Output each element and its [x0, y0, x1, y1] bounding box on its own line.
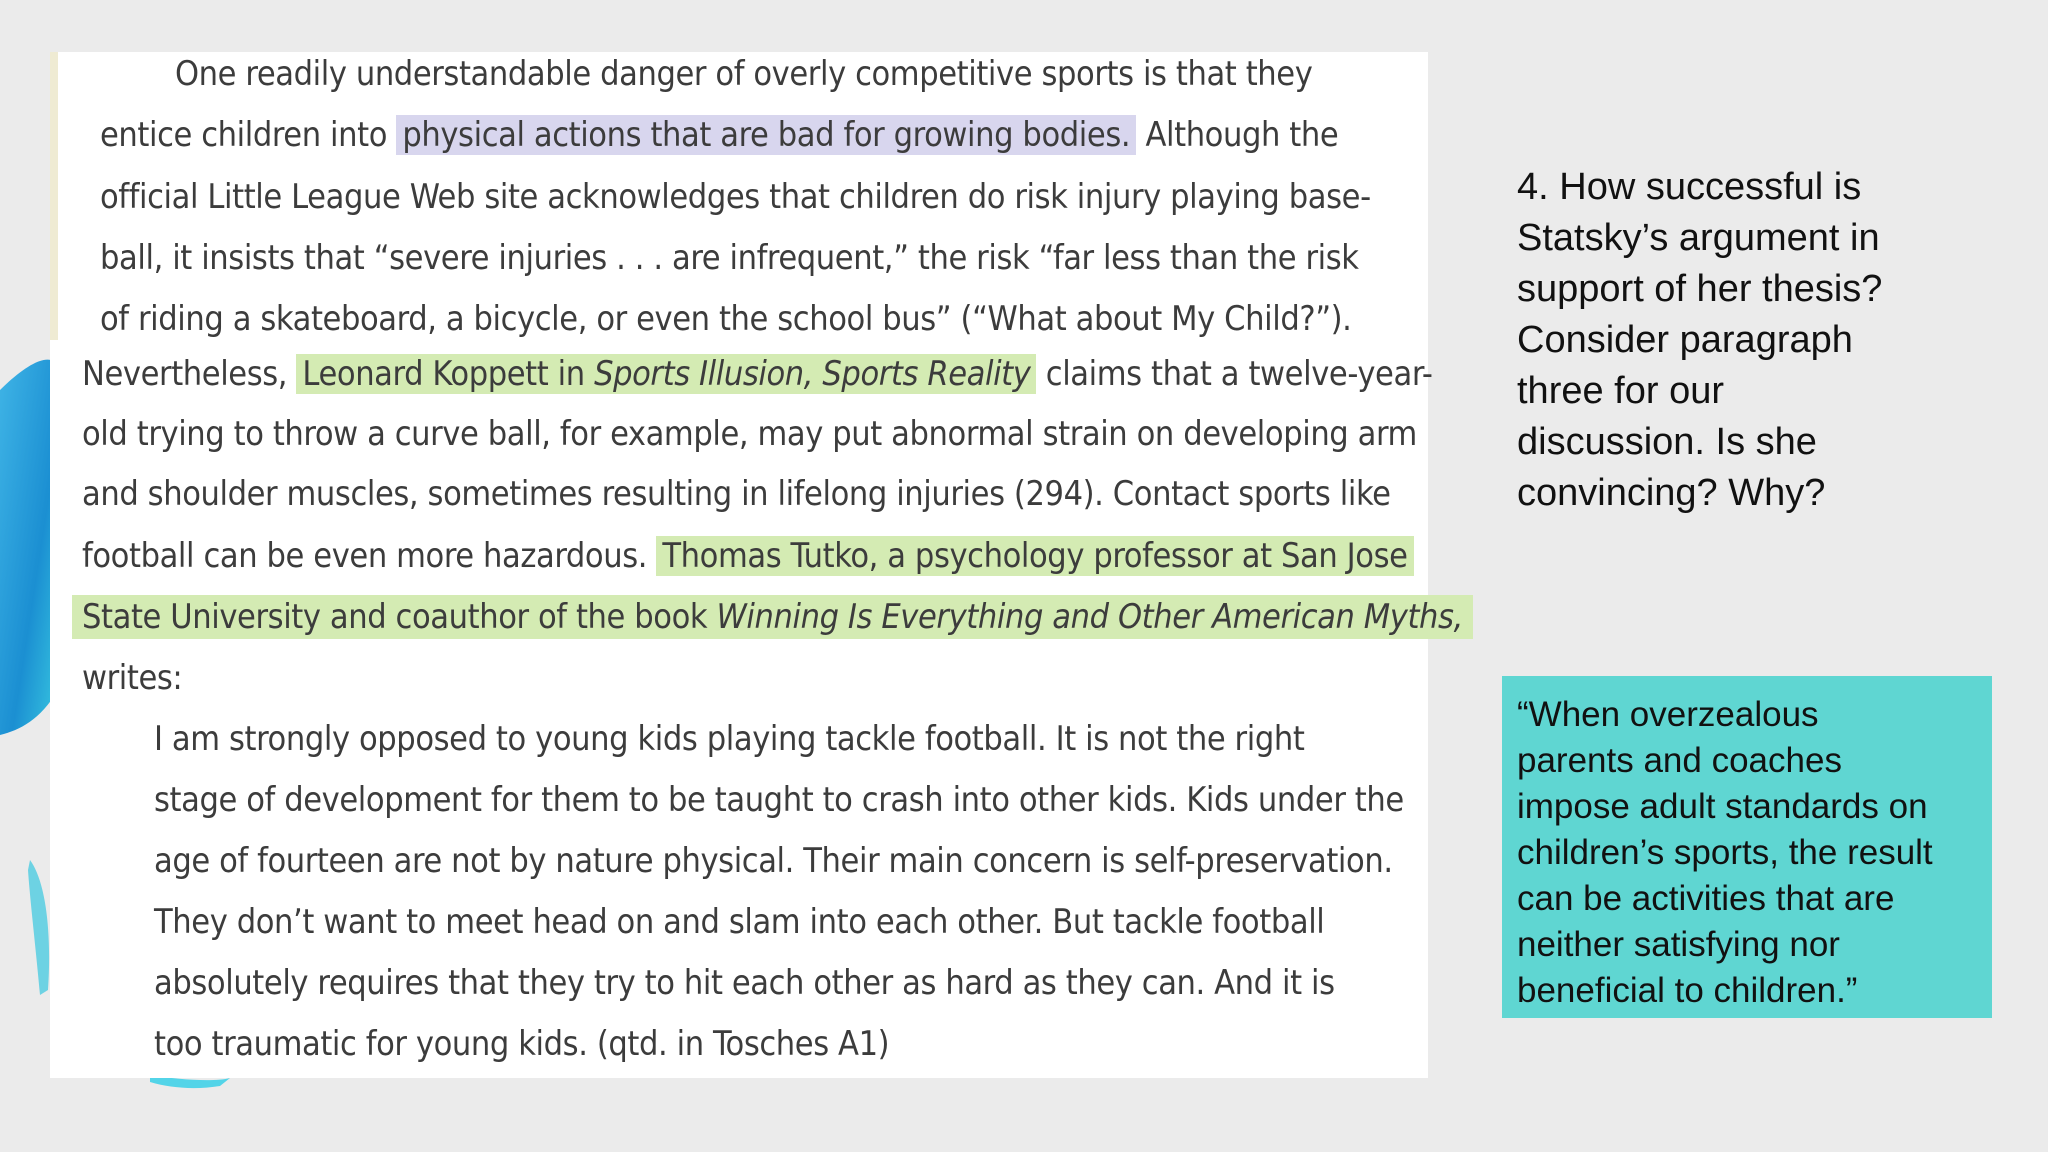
excerpt-text: Although the — [1136, 115, 1339, 155]
excerpt-line — [100, 297, 1351, 341]
excerpt-line — [100, 236, 1359, 280]
excerpt-line — [100, 175, 1371, 219]
excerpt-text: and shoulder muscles, sometimes resulting in lifelong injuries (294). Contact sports like — [82, 474, 1391, 514]
excerpt-text: old trying to throw a curve ball, for example, may put abnormal strain on developing arm — [82, 414, 1417, 454]
block-quote-line — [154, 1022, 889, 1066]
quote-line: can be activities that are — [1517, 879, 1895, 918]
green-highlight: State University and coauthor of the book Winning Is Everything and Other American Myths, — [72, 595, 1473, 639]
excerpt-text: They don’t want to meet head on and slam into each other. But tackle football — [154, 902, 1325, 942]
excerpt-text: claims that a twelve-year- — [1036, 354, 1433, 394]
question-line: 4. How successful is — [1517, 166, 1862, 208]
excerpt-line — [82, 412, 1417, 456]
excerpt-line — [82, 534, 1414, 578]
quote-line: neither satisfying nor — [1517, 925, 1840, 964]
block-quote-line — [154, 839, 1393, 883]
excerpt-line — [175, 52, 1312, 96]
question-line: Statsky’s argument in — [1517, 217, 1880, 259]
excerpt-text: entice children into — [100, 115, 397, 155]
question-line: support of her thesis? — [1517, 268, 1883, 310]
quote-line: children’s sports, the result — [1517, 833, 1933, 872]
question-line: Consider paragraph — [1517, 319, 1853, 361]
discussion-question — [1517, 162, 1987, 519]
question-line: discussion. Is she — [1517, 421, 1817, 463]
green-highlight: Thomas Tutko, a psychology professor at San Jose — [656, 536, 1413, 576]
block-quote-line — [154, 900, 1324, 944]
block-quote-line — [154, 778, 1404, 822]
block-quote-line — [154, 717, 1304, 761]
excerpt-line — [82, 472, 1391, 516]
excerpt-text: Nevertheless, — [82, 354, 297, 394]
excerpt-line — [82, 352, 1432, 396]
question-line: convincing? Why? — [1517, 472, 1826, 514]
excerpt-text: age of fourteen are not by nature physical. Their main concern is self-preservation. — [154, 841, 1393, 881]
excerpt-text: football can be even more hazardous. — [82, 536, 657, 576]
question-line: three for our — [1517, 370, 1724, 412]
excerpt-text: One readily understandable danger of overly competitive sports is that they — [175, 54, 1313, 94]
excerpt-text: of riding a skateboard, a bicycle, or even the school bus” (“What about My Child?”). — [100, 299, 1352, 339]
excerpt-text: too traumatic for young kids. (qtd. in Tosches A1) — [154, 1024, 890, 1064]
purple-highlight: physical actions that are bad for growing bodies. — [396, 115, 1136, 155]
excerpt-text: ball, it insists that “severe injuries . . . are infrequent,” the risk “far less than the risk — [100, 238, 1359, 278]
textbook-excerpt — [50, 52, 1463, 1078]
quote-line: parents and coaches — [1517, 741, 1842, 780]
thesis-quote-box — [1502, 676, 1992, 1018]
excerpt-line — [100, 113, 1338, 157]
quote-line: beneficial to children.” — [1517, 971, 1858, 1010]
green-highlight: Leonard Koppett in Sports Illusion, Sports Reality — [296, 354, 1036, 394]
quote-line: “When overzealous — [1517, 695, 1819, 734]
excerpt-text: official Little League Web site acknowledges that children do risk injury playing base- — [100, 177, 1371, 217]
block-quote-line — [154, 961, 1335, 1005]
margin-highlight-bar — [50, 52, 58, 340]
excerpt-text: absolutely requires that they try to hit each other as hard as they can. And it is — [154, 963, 1335, 1003]
quote-line: impose adult standards on — [1517, 787, 1928, 826]
excerpt-text: writes: — [82, 658, 183, 698]
excerpt-text: stage of development for them to be taught to crash into other kids. Kids under the — [154, 780, 1404, 820]
excerpt-text: I am strongly opposed to young kids playing tackle football. It is not the right — [154, 719, 1305, 759]
excerpt-line — [82, 656, 182, 700]
